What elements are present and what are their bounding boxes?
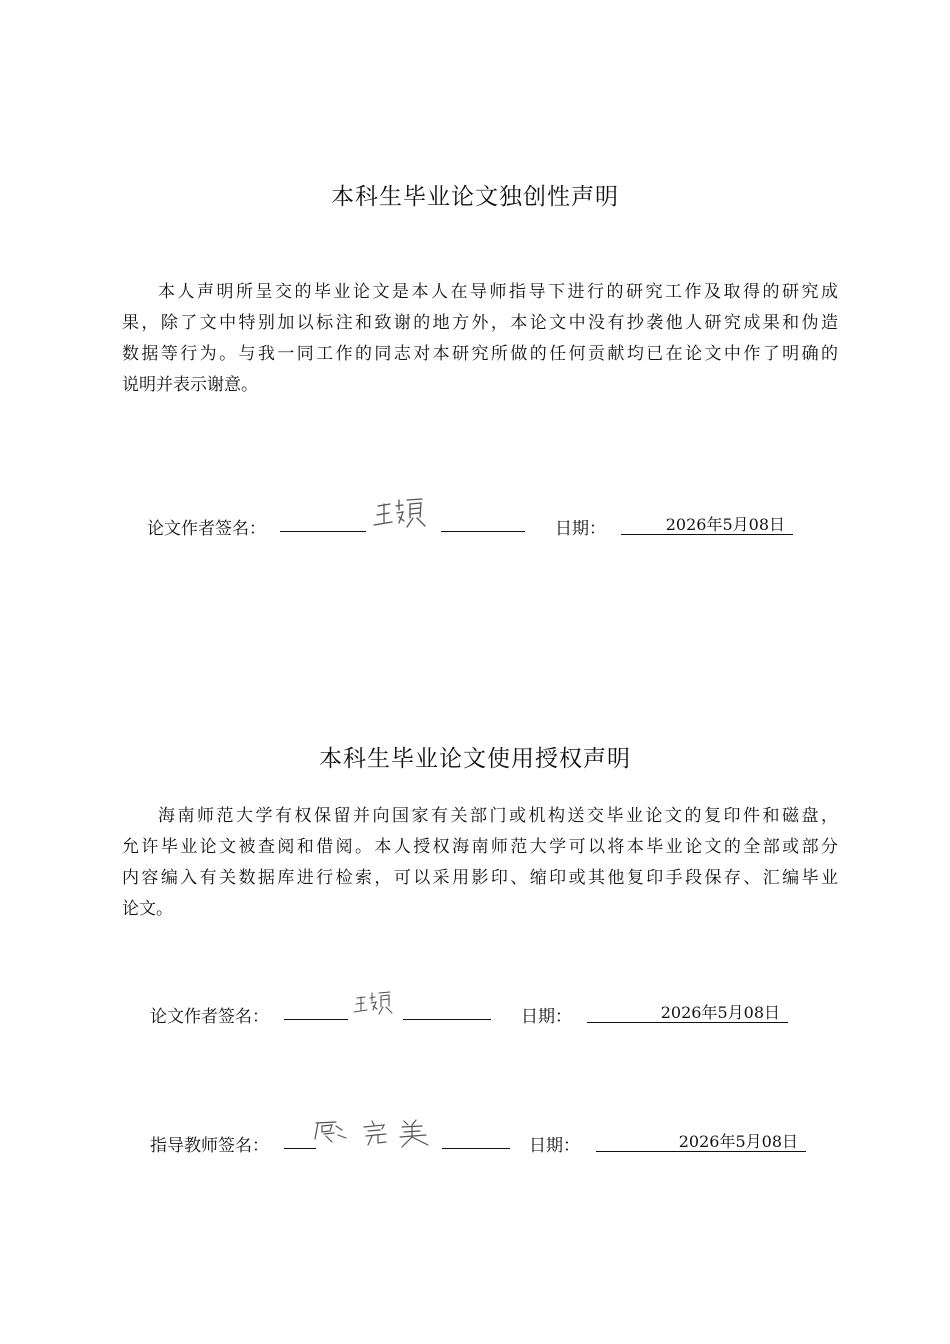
paragraph-line: 数据等行为。与我一同工作的同志对本研究所做的任何贡献均已在论文中作了明确的 bbox=[122, 344, 838, 364]
date-label: 日期： bbox=[521, 1007, 572, 1027]
paragraph-line: 内容编入有关数据库进行检索，可以采用影印、缩印或其他复印手段保存、汇编毕业 bbox=[122, 868, 838, 888]
author-signature-image bbox=[372, 496, 430, 532]
paragraph-line: 论文。 bbox=[122, 899, 173, 919]
authorization-title: 本科生毕业论文使用授权声明 bbox=[319, 746, 631, 772]
date-label: 日期： bbox=[555, 519, 606, 539]
originality-signature-row bbox=[0, 510, 950, 542]
signature-blank-left bbox=[284, 998, 348, 1020]
paragraph-line: 本人声明所呈交的毕业论文是本人在导师指导下进行的研究工作及取得的研究成 bbox=[158, 282, 838, 302]
author-signature-image bbox=[352, 990, 394, 1018]
advisor-signature-image bbox=[312, 1117, 442, 1149]
paragraph-line: 允许毕业论文被查阅和借阅。本人授权海南师范大学可以将本毕业论文的全部或部分 bbox=[122, 837, 838, 857]
authorization-paragraph bbox=[122, 801, 838, 925]
signature-blank-left bbox=[280, 510, 366, 532]
date-value: 2026年5月08日 bbox=[596, 1131, 806, 1152]
author-signature-row bbox=[0, 998, 950, 1030]
date-value: 2026年5月08日 bbox=[621, 514, 793, 535]
signature-blank-right bbox=[441, 510, 525, 532]
signature-blank-right bbox=[403, 998, 491, 1020]
date-label: 日期： bbox=[529, 1136, 580, 1156]
author-signature-label: 论文作者签名： bbox=[150, 1007, 269, 1027]
originality-title: 本科生毕业论文独创性声明 bbox=[331, 184, 619, 210]
paragraph-line: 海南师范大学有权保留并向国家有关部门或机构送交毕业论文的复印件和磁盘， bbox=[158, 806, 838, 826]
date-value: 2026年5月08日 bbox=[587, 1002, 788, 1023]
author-signature-label: 论文作者签名： bbox=[147, 519, 266, 539]
signature-blank-right bbox=[442, 1127, 510, 1149]
paragraph-line: 果，除了文中特别加以标注和致谢的地方外，本论文中没有抄袭他人研究成果和伪造 bbox=[122, 313, 838, 333]
advisor-signature-label: 指导教师签名： bbox=[150, 1136, 269, 1156]
paragraph-line: 说明并表示谢意。 bbox=[122, 375, 258, 395]
advisor-signature-row bbox=[0, 1127, 950, 1159]
originality-paragraph bbox=[122, 277, 838, 401]
